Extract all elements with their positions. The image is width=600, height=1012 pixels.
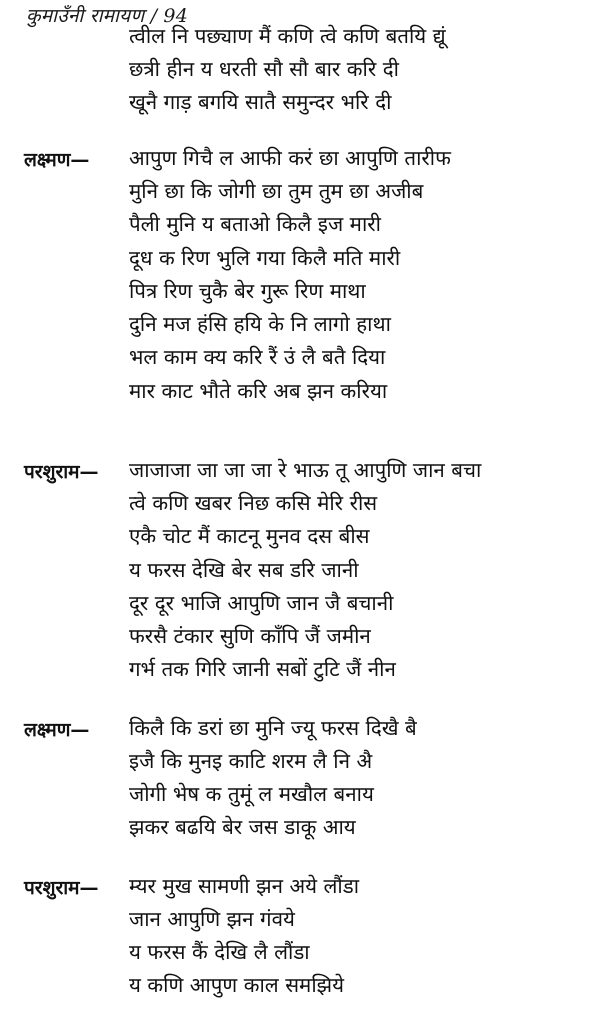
- speaker-label: परशुराम—: [24, 877, 99, 899]
- verse-line: छत्री हीन य धरती सौ सौ बार करि दी: [129, 57, 399, 81]
- verse-line: मार काट भौते करि अब झन करिया: [129, 379, 388, 403]
- verse-line: किलै कि डरां छा मुनि ज्यू फरस दिखै बै: [129, 716, 417, 740]
- verse-line: जोगी भेष क तुमूं ल मखौल बनाय: [129, 782, 374, 806]
- verse-line: आपुण गिचै ल आफी करं छा आपुणि तारीफ: [129, 146, 451, 170]
- verse-line: त्वे कणि खबर निछ कसि मेरि रीस: [129, 491, 378, 515]
- verse-line: दूर दूर भाजि आपुणि जान जै बचानी: [129, 591, 394, 615]
- verse-line: पैली मुनि य बताओ किलै इज मारी: [129, 212, 381, 236]
- verse-line: मुनि छा कि जोगी छा तुम तुम छा अजीब: [129, 179, 424, 203]
- verse-line: खूनै गाड़ बगयि सातै समुन्दर भरि दी: [129, 90, 392, 114]
- verse-line: दूध क रिण भुलि गया किलै मति मारी: [129, 246, 401, 270]
- verse-line: झकर बढयि बेर जस डाकू आय: [129, 815, 356, 839]
- verse-line: जाजाजा जा जा जा रे भाऊ तू आपुणि जान बचा: [129, 458, 482, 482]
- speaker-label: परशुराम—: [24, 461, 99, 483]
- verse-line: गर्भ तक गिरि जानी सबों टुटि जैं नीन: [129, 657, 396, 681]
- verse-line: भल काम क्य करि रैं उं लै बतै दिया: [129, 345, 386, 369]
- verse-line: जान आपुणि झन गंवये: [129, 907, 295, 931]
- verse-line: य फरस कैं देखि लै लौंडा: [129, 940, 310, 964]
- verse-line: दुनि मज हंसि हयि के नि लागो हाथा: [129, 312, 391, 336]
- running-head: कुमाउँनी रामायण / 94: [26, 5, 188, 27]
- verse-line: इजै कि मुनइ काटि शरम लै नि अै: [129, 749, 373, 773]
- speaker-label: लक्ष्मण—: [24, 149, 90, 171]
- verse-line: एकै चोट मैं काटनू मुनव दस बीस: [129, 524, 370, 548]
- speaker-label: लक्ष्मण—: [24, 719, 90, 741]
- verse-line: पित्र रिण चुकै बेर गुरू रिण माथा: [129, 279, 366, 303]
- verse-line: य कणि आपुण काल समझिये: [129, 973, 345, 997]
- verse-line: त्वील नि पछ्याण मैं कणि त्वे कणि बतयि द्यूं: [129, 24, 446, 48]
- verse-line: म्यर मुख सामणी झन अये लौंडा: [129, 874, 360, 898]
- verse-line: फरसै टंकार सुणि काँपि जैं जमीन: [129, 624, 371, 648]
- verse-line: य फरस देखि बेर सब डरि जानी: [129, 558, 359, 582]
